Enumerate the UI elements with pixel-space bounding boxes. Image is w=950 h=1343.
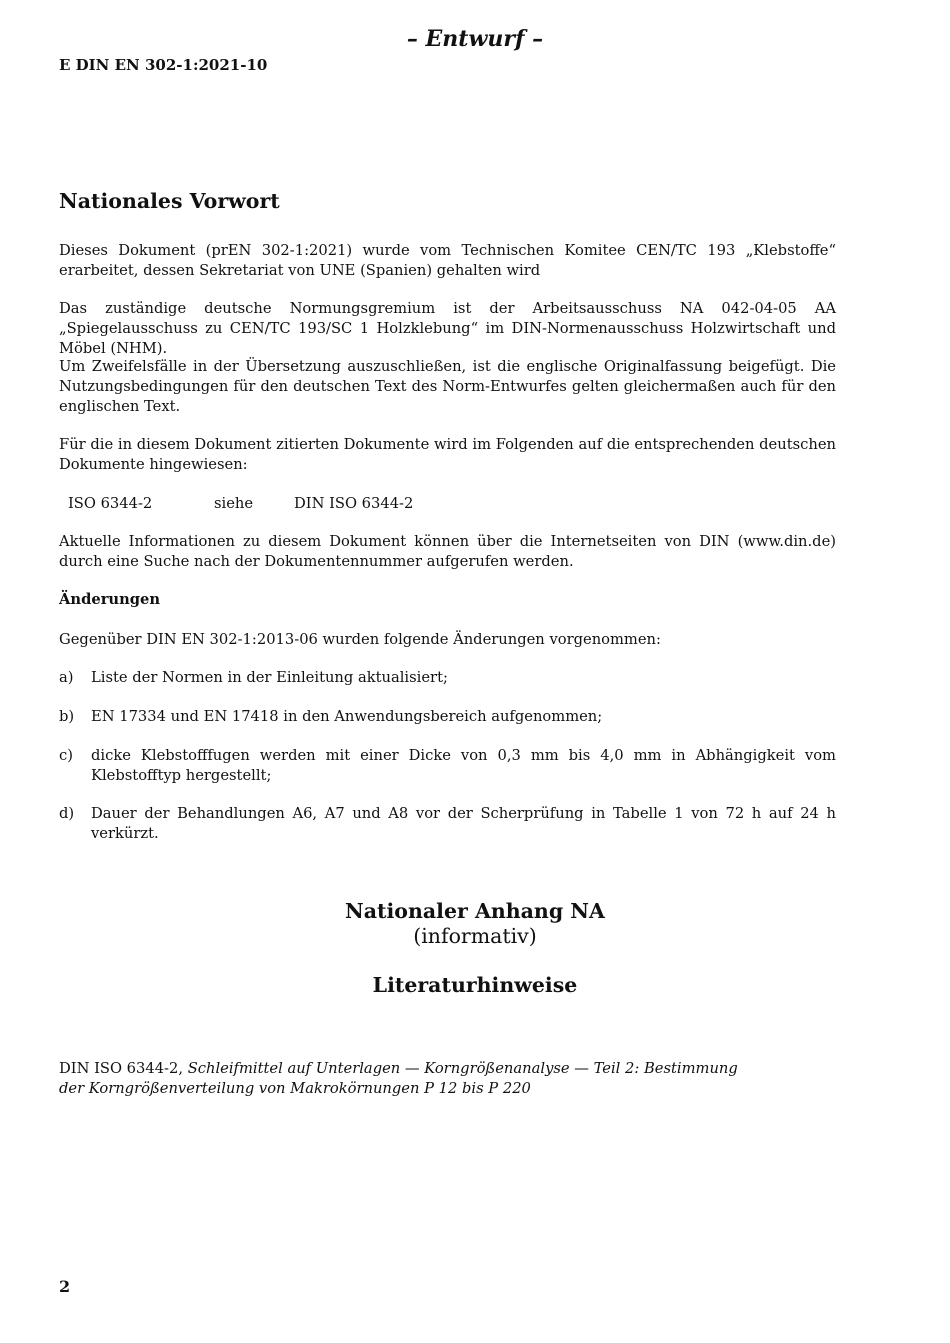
annex-title: Nationaler Anhang NA <box>345 899 605 923</box>
list-marker: a) <box>59 669 74 686</box>
foreword-paragraph-4: Für die in diesem Dokument zitierten Dokumente wird im Folgenden auf die entsprechenden deutschen Dokumente hingewiesen: <box>59 436 836 473</box>
reference-relation: siehe <box>214 495 254 512</box>
foreword-paragraph-2: Das zuständige deutsche Normungsgremium ist der Arbeitsausschuss NA 042-04-05 AA „Spiegelausschuss zu CEN/TC 193/SC 1 Holzklebung“ im DIN-Normenausschuss Holzwirtschaft und Möbel (NHM). <box>59 300 836 357</box>
bibliography-title: Literaturhinweise <box>372 973 578 997</box>
annex-subtitle: (informativ) <box>413 924 537 948</box>
list-text: EN 17334 und EN 17418 in den Anwendungsbereich aufgenommen; <box>91 708 603 725</box>
list-marker: c) <box>59 747 73 764</box>
info-paragraph: Aktuelle Informationen zu diesem Dokument können über die Internetseiten von DIN (www.din.de) durch eine Suche nach der Dokumentennummer aufgerufen werden. <box>59 533 836 570</box>
foreword-paragraph-3: Um Zweifelsfälle in der Übersetzung auszuschließen, ist die englische Originalfassung beigefügt. Die Nutzungsbedingungen für den deutschen Text des Norm-Entwurfes gelten gleichermaßen auch für den englischen Text. <box>59 358 836 415</box>
bibliography-ref: DIN ISO 6344-2, <box>59 1060 184 1077</box>
reference-source: ISO 6344-2 <box>68 495 153 512</box>
foreword-title: Nationales Vorwort <box>59 189 280 213</box>
bibliography-entry <box>59 1059 759 1099</box>
foreword-paragraph-1: Dieses Dokument (prEN 302-1:2021) wurde vom Technischen Komitee CEN/TC 193 „Klebstoffe“ erarbeitet, dessen Sekretariat von UNE (Spanien) gehalten wird <box>59 242 836 279</box>
list-marker: d) <box>59 805 75 822</box>
reference-target: DIN ISO 6344-2 <box>294 495 414 512</box>
document-id: E DIN EN 302-1:2021-10 <box>59 56 268 74</box>
bibliography-entry-title: Schleifmittel auf Unterlagen — Korngrößenanalyse — Teil 2: Bestimmung der Korngrößenverteilung von Makrokörnungen P 12 bis P 220 <box>59 1060 738 1097</box>
list-text: dicke Klebstofffugen werden mit einer Dicke von 0,3 mm bis 4,0 mm in Abhängigkeit vom Klebstofftyp hergestellt; <box>91 747 836 784</box>
list-text: Liste der Normen in der Einleitung aktualisiert; <box>91 669 448 686</box>
changes-intro: Gegenüber DIN EN 302-1:2013-06 wurden folgende Änderungen vorgenommen: <box>59 631 661 648</box>
changes-heading: Änderungen <box>59 591 161 608</box>
list-marker: b) <box>59 708 75 725</box>
page-number: 2 <box>59 1277 71 1296</box>
draft-watermark: – Entwurf – <box>406 26 544 52</box>
list-text: Dauer der Behandlungen A6, A7 und A8 vor der Scherprüfung in Tabelle 1 von 72 h auf 24 h verkürzt. <box>91 805 836 842</box>
